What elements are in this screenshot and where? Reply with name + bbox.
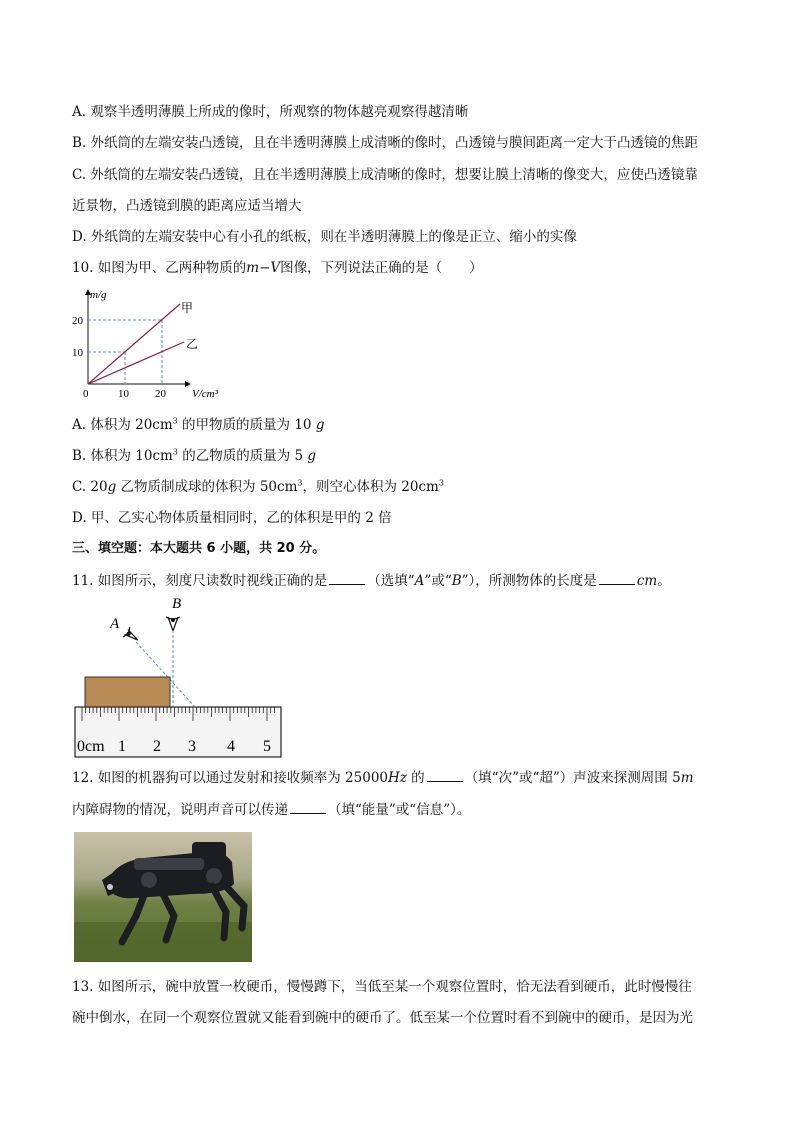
ruler xyxy=(75,707,281,757)
q10-c-sup1: 3 xyxy=(297,478,303,488)
q10-b-post: 的乙物质的质量为 5 xyxy=(177,448,308,464)
eye-b-icon xyxy=(166,617,180,631)
q9-option-b: B. 外纸筒的左端安装凸透镜，且在半透明薄膜上成清晰的像时，凸透镜与膜间距离一定大于凸透镜的焦距 xyxy=(72,135,699,151)
eye-a-icon xyxy=(123,627,141,645)
q12-line1 xyxy=(72,769,694,787)
q10-stem-pre: 10. 如图为甲、乙两种物质的 xyxy=(72,260,247,276)
measured-block xyxy=(85,677,170,707)
graph-x-axis-label: V/cm³ xyxy=(192,388,218,400)
q11-post: ”），所测物体的长度是 xyxy=(461,573,597,589)
eye-label-a: A xyxy=(110,616,120,632)
q10-b-pre: B. 体积为 10cm xyxy=(72,448,173,464)
q10-option-b xyxy=(72,447,316,465)
ruler-label-4: 4 xyxy=(227,738,235,755)
graph-x-tick-20: 20 xyxy=(155,388,166,400)
ruler-label-0: 0cm xyxy=(77,738,105,755)
q11-blank-2[interactable] xyxy=(599,572,635,585)
q10-c-sup2: 3 xyxy=(438,478,444,488)
q10-c-pre: C. 20 xyxy=(72,479,108,495)
q11-blank-1[interactable] xyxy=(329,572,365,585)
q11-stem xyxy=(72,572,671,590)
graph-y-axis-label: m/g xyxy=(90,289,107,301)
graph-x-tick-10: 10 xyxy=(118,388,129,400)
ruler-label-2: 2 xyxy=(153,738,161,755)
q10-option-a xyxy=(72,416,324,434)
q11-mid: （选填“ xyxy=(367,573,415,589)
q10-c-mid2: ，则空心体积为 20cm xyxy=(302,479,439,495)
q9-option-c-line2: 近景物，凸透镜到膜的距离应适当增大 xyxy=(72,198,302,214)
q12-line2-post: （填“能量”或“信息”）。 xyxy=(328,802,471,818)
q10-a-unit: g xyxy=(315,417,325,433)
ruler-label-5: 5 xyxy=(263,738,271,755)
q10-a-pre: A. 体积为 20cm xyxy=(72,417,173,433)
q11-opt-b: B xyxy=(451,573,462,589)
q10-b-unit: g xyxy=(307,448,317,464)
ruler-label-1: 1 xyxy=(118,738,126,755)
q10-c-mid: 乙物质制成球的体积为 50cm xyxy=(116,479,298,495)
q9-option-c-line1: C. 外纸筒的左端安装凸透镜，且在半透明薄膜上成清晰的像时，想要让膜上清晰的像变大，应使凸透镜靠 xyxy=(72,167,698,183)
q12-line1-unit: Hz xyxy=(388,770,407,786)
q13-line1: 13. 如图所示，碗中放置一枚硬币，慢慢蹲下，当低至某一个观察位置时，恰无法看到硬币，此时慢慢往 xyxy=(72,979,692,995)
q10-c-unit: g xyxy=(107,479,117,495)
q11-or: ”或“ xyxy=(424,573,452,589)
graph-y-tick-20: 20 xyxy=(72,315,83,327)
q11-unit: cm xyxy=(636,573,658,589)
q10-stem xyxy=(72,259,483,277)
graph-label-jia: 甲 xyxy=(181,301,194,315)
q12-line1-mid: 的 xyxy=(406,770,425,786)
q9-option-a: A. 观察半透明薄膜上所成的像时，所观察的物体越亮观察得越清晰 xyxy=(72,104,469,120)
graph-line-yi xyxy=(88,342,184,384)
q10-a-post: 的甲物质的质量为 10 xyxy=(177,417,316,433)
q12-line1-unit2: m xyxy=(680,770,694,786)
q12-line2-pre: 内障碍物的情况，说明声音可以传递 xyxy=(72,802,288,818)
q9-option-d: D. 外纸筒的左端安装中心有小孔的纸板，则在半透明薄膜上的像是正立、缩小的实像 xyxy=(72,229,577,245)
graph-origin-label: 0 xyxy=(83,388,89,400)
q10-a-sup: 3 xyxy=(172,416,178,426)
q11-pre: 11. 如图所示，刻度尺读数时视线正确的是 xyxy=(72,573,328,589)
eye-label-b: B xyxy=(172,596,182,612)
q11-end: 。 xyxy=(657,573,671,589)
ruler-label-3: 3 xyxy=(188,738,196,755)
q10-b-sup: 3 xyxy=(172,447,178,457)
q10-option-d: D. 甲、乙实心物体质量相同时，乙的体积是甲的 2 倍 xyxy=(72,510,392,526)
q11-opt-a: A xyxy=(414,573,425,589)
robot-dog-photo xyxy=(74,832,252,962)
q12-blank-1[interactable] xyxy=(427,769,463,782)
q12-blank-2[interactable] xyxy=(290,801,326,814)
q11-ruler-figure xyxy=(72,594,287,764)
q10-stem-formula: m−V xyxy=(246,260,281,276)
section-heading: 三、填空题：本大题共 6 小题，共 20 分。 xyxy=(72,541,326,556)
graph-y-tick-10: 10 xyxy=(72,347,83,359)
q10-option-c xyxy=(72,478,444,496)
graph-label-yi: 乙 xyxy=(186,337,199,351)
q12-line1-pre: 12. 如图的机器狗可以通过发射和接收频率为 25000 xyxy=(72,770,388,786)
q10-mass-volume-graph xyxy=(66,282,226,402)
q10-stem-post: 图像，下列说法正确的是（ ） xyxy=(280,260,483,276)
q13-line2: 碗中倒水，在同一个观察位置就又能看到碗中的硬币了。低至某一个位置时看不到碗中的硬币，是因为光 xyxy=(72,1010,693,1026)
q12-line1-post: （填“次”或“超”）声波来探测周围 5 xyxy=(464,770,681,786)
graph-line-jia xyxy=(88,304,180,384)
q12-line2 xyxy=(72,801,470,819)
